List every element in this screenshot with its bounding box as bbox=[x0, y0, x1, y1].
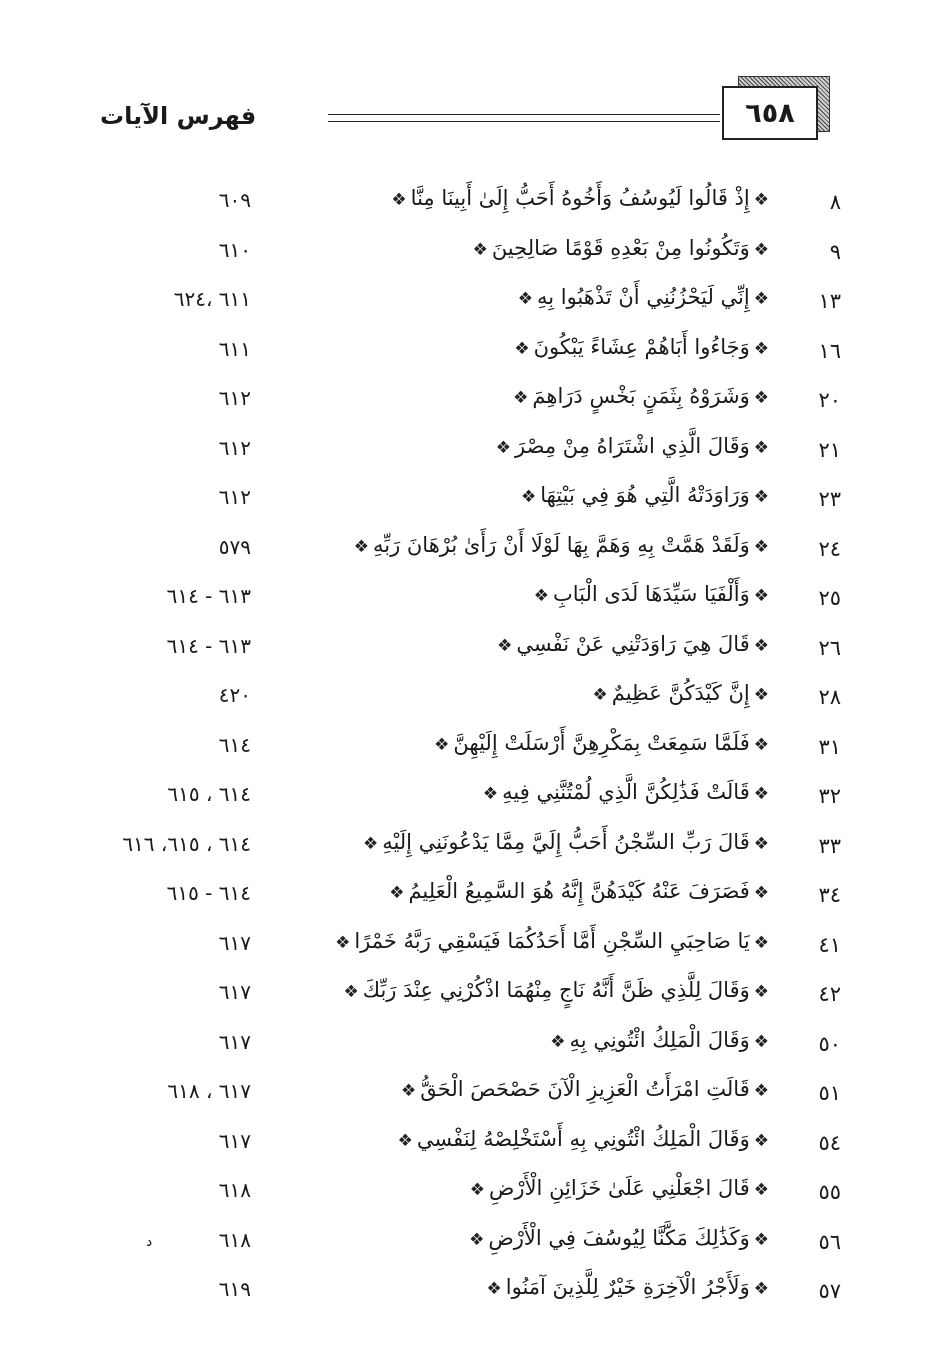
index-row bbox=[0, 1024, 951, 1074]
verse-number: ٢١ bbox=[818, 437, 841, 462]
ayah-words: إِنِّي لَيَحْزُنُنِي أَنْ تَذْهَبُوا بِهِ bbox=[536, 285, 750, 309]
ornate-bracket-open-icon: ❖ bbox=[753, 1081, 769, 1101]
header-rule bbox=[328, 114, 720, 122]
ayah-words: قَالَتِ امْرَأَتُ الْعَزِيزِ الْآنَ حَصْحَصَ الْحَقُّ bbox=[420, 1077, 750, 1101]
ayah-words: إِنَّ كَيْدَكُنَّ عَظِيمٌ bbox=[611, 681, 750, 705]
index-row bbox=[0, 430, 951, 480]
verse-number: ١٣ bbox=[818, 289, 841, 313]
ornate-bracket-open-icon: ❖ bbox=[753, 635, 769, 656]
ayah-text bbox=[588, 681, 773, 705]
ayah-text bbox=[479, 780, 773, 804]
ayah-words: وَكَذَٰلِكَ مَكَّنَّا لِيُوسُفَ فِي الْأَرْضِ bbox=[488, 1225, 750, 1250]
index-row bbox=[0, 578, 951, 628]
ornate-bracket-close-icon: ❖ bbox=[514, 338, 530, 359]
ayah-text bbox=[385, 879, 773, 903]
index-row bbox=[0, 529, 951, 579]
ornate-bracket-close-icon: ❖ bbox=[520, 487, 537, 507]
ayah-text bbox=[514, 285, 773, 309]
ornate-bracket-close-icon: ❖ bbox=[592, 685, 608, 705]
verse-number: ٥٧ bbox=[818, 1279, 841, 1303]
verse-number: ٥٥ bbox=[818, 1180, 841, 1204]
ayah-text bbox=[340, 978, 773, 1002]
index-row bbox=[0, 331, 951, 381]
ayah-words: فَلَمَّا سَمِعَتْ بِمَكْرِهِنَّ أَرْسَلَتْ إِلَيْهِنَّ bbox=[453, 730, 750, 755]
verse-number: ٢٣ bbox=[818, 487, 841, 511]
ornate-bracket-open-icon: ❖ bbox=[753, 883, 769, 903]
index-row bbox=[0, 479, 951, 529]
ayah-words: إِذْ قَالُوا لَيُوسُفُ وَأَخُوهُ أَحَبُّ إِلَىٰ أَبِينَا مِنَّا bbox=[410, 186, 750, 210]
ayah-text bbox=[350, 533, 773, 557]
ornate-bracket-close-icon: ❖ bbox=[482, 784, 499, 804]
ornate-bracket-close-icon: ❖ bbox=[389, 883, 405, 903]
ayah-words: وَقَالَ الْمَلِكُ ائْتُونِي بِهِ أَسْتَخْلِصْهُ لِنَفْسِي bbox=[416, 1126, 750, 1151]
ayah-words: وَرَاوَدَتْهُ الَّتِي هُوَ فِي بَيْتِهَا bbox=[540, 483, 750, 507]
page-references: ٦٠٩ bbox=[218, 188, 251, 212]
ayah-text bbox=[331, 929, 773, 953]
ornate-bracket-close-icon: ❖ bbox=[401, 1081, 417, 1101]
verse-number: ٥٠ bbox=[818, 1031, 841, 1056]
ornate-bracket-open-icon: ❖ bbox=[753, 734, 769, 755]
index-row bbox=[0, 380, 951, 430]
verse-number: ٣٣ bbox=[818, 833, 841, 858]
ayah-text bbox=[359, 830, 773, 854]
page-number: ٦٥٨ bbox=[722, 86, 818, 140]
page-references: ٦١٨ bbox=[218, 1227, 251, 1252]
ayah-words: قَالَ رَبِّ السِّجْنُ أَحَبُّ إِلَيَّ مِمَّا يَدْعُونَنِي إِلَيْهِ bbox=[382, 829, 750, 854]
page-references: ٦١١ ،٦٢٤ bbox=[173, 287, 251, 311]
ornate-bracket-close-icon: ❖ bbox=[469, 1180, 486, 1200]
ayah-text bbox=[517, 483, 773, 507]
verse-number: ٣٢ bbox=[818, 784, 841, 808]
ornate-bracket-open-icon: ❖ bbox=[753, 833, 769, 854]
ayah-text bbox=[469, 236, 773, 260]
ornate-bracket-close-icon: ❖ bbox=[469, 1229, 485, 1250]
page-references: ٤٢٠ bbox=[218, 683, 251, 707]
ornate-bracket-close-icon: ❖ bbox=[497, 635, 513, 656]
verse-number: ٨ bbox=[829, 190, 841, 214]
index-row bbox=[0, 1073, 951, 1123]
ayah-text bbox=[510, 335, 773, 359]
index-row bbox=[0, 875, 951, 925]
index-row bbox=[0, 281, 951, 331]
page-references: ٦١١ bbox=[218, 336, 251, 361]
index-row bbox=[0, 182, 951, 232]
page-references: ٦١٤ bbox=[218, 732, 251, 757]
ornate-bracket-close-icon: ❖ bbox=[343, 982, 359, 1002]
ornate-bracket-open-icon: ❖ bbox=[753, 388, 769, 408]
page-references: ٦١٢ bbox=[218, 435, 251, 460]
ornate-bracket-close-icon: ❖ bbox=[397, 1130, 413, 1151]
ayah-words: قَالَتْ فَذَٰلِكُنَّ الَّذِي لُمْتُنَّنِي فِيهِ bbox=[502, 780, 750, 804]
page-references: ٦١٩ bbox=[218, 1277, 251, 1301]
ornate-bracket-open-icon: ❖ bbox=[753, 982, 769, 1002]
ayah-words: وَقَالَ الَّذِي اشْتَرَاهُ مِنْ مِصْرَ bbox=[515, 433, 750, 458]
ayah-words: قَالَ هِيَ رَاوَدَتْنِي عَنْ نَفْسِي bbox=[516, 631, 750, 656]
page-references: ٦١٧ bbox=[218, 930, 251, 955]
ornate-bracket-open-icon: ❖ bbox=[753, 784, 769, 804]
verse-number: ٢٠ bbox=[818, 388, 841, 412]
ornate-bracket-close-icon: ❖ bbox=[486, 1279, 502, 1299]
ornate-bracket-open-icon: ❖ bbox=[753, 1130, 769, 1151]
page-references: ٦١٢ bbox=[218, 485, 251, 509]
verse-index-list bbox=[0, 182, 951, 1321]
ornate-bracket-open-icon: ❖ bbox=[753, 685, 769, 705]
verse-number: ٢٤ bbox=[818, 536, 841, 561]
ayah-words: وَلَأَجْرُ الْآخِرَةِ خَيْرٌ لِلَّذِينَ آمَنُوا bbox=[505, 1275, 750, 1299]
ayah-words: قَالَ اجْعَلْنِي عَلَىٰ خَزَائِنِ الْأَرْضِ bbox=[489, 1176, 750, 1200]
ornate-bracket-open-icon: ❖ bbox=[753, 1180, 769, 1200]
ayah-words: وَتَكُونُوا مِنْ بَعْدِهِ قَوْمًا صَالِحِينَ bbox=[491, 235, 750, 260]
index-row bbox=[0, 925, 951, 975]
index-row bbox=[0, 727, 951, 777]
index-row bbox=[0, 826, 951, 876]
page-references: ٦١٤ - ٦١٥ bbox=[166, 881, 251, 905]
ornate-bracket-close-icon: ❖ bbox=[472, 239, 488, 260]
ayah-words: وَجَاءُوا أَبَاهُمْ عِشَاءً يَبْكُونَ bbox=[533, 334, 750, 359]
ornate-bracket-open-icon: ❖ bbox=[753, 1279, 769, 1299]
ayah-text bbox=[387, 186, 773, 210]
ornate-bracket-close-icon: ❖ bbox=[335, 932, 351, 953]
ayah-text bbox=[397, 1077, 773, 1101]
ornate-bracket-close-icon: ❖ bbox=[495, 437, 512, 458]
verse-number: ٥١ bbox=[818, 1081, 841, 1105]
ornate-bracket-close-icon: ❖ bbox=[391, 190, 407, 210]
ornate-bracket-open-icon: ❖ bbox=[753, 190, 769, 210]
ayah-text bbox=[509, 384, 773, 408]
verse-number: ١٦ bbox=[818, 338, 841, 363]
ornate-bracket-close-icon: ❖ bbox=[362, 833, 379, 854]
ornate-bracket-close-icon: ❖ bbox=[550, 1031, 566, 1052]
page-references: ٦١٤ ، ٦١٥، ٦١٦ bbox=[122, 831, 251, 856]
ayah-text bbox=[483, 1275, 773, 1299]
page-references: ٦١٣ - ٦١٤ bbox=[166, 584, 251, 608]
verse-number: ٤٢ bbox=[818, 982, 841, 1006]
index-row bbox=[0, 974, 951, 1024]
ornate-bracket-close-icon: ❖ bbox=[353, 536, 369, 557]
index-row bbox=[0, 232, 951, 282]
ayah-words: وَقَالَ لِلَّذِي ظَنَّ أَنَّهُ نَاجٍ مِنْهُمَا اذْكُرْنِي عِنْدَ رَبِّكَ bbox=[362, 978, 750, 1002]
index-row bbox=[0, 776, 951, 826]
ornate-bracket-close-icon: ❖ bbox=[517, 289, 533, 309]
ayah-words: وَقَالَ الْمَلِكُ ائْتُونِي بِهِ bbox=[569, 1027, 750, 1052]
index-row bbox=[0, 1271, 951, 1321]
verse-number: ٣١ bbox=[818, 734, 841, 759]
ornate-bracket-close-icon: ❖ bbox=[513, 388, 529, 408]
margin-mark: د bbox=[146, 1233, 153, 1250]
ayah-words: وَأَلْفَيَا سَيِّدَهَا لَدَى الْبَابِ bbox=[552, 582, 750, 606]
ornate-bracket-open-icon: ❖ bbox=[753, 487, 769, 507]
ayah-words: يَا صَاحِبَيِ السِّجْنِ أَمَّا أَحَدُكُمَا فَيَسْقِي رَبَّهُ خَمْرًا bbox=[354, 928, 750, 953]
ayah-text bbox=[530, 582, 773, 606]
ornate-bracket-open-icon: ❖ bbox=[753, 437, 769, 458]
page-references: ٦١٤ ، ٦١٥ bbox=[167, 782, 251, 806]
page-references: ٦١٧ bbox=[218, 1029, 251, 1054]
index-row bbox=[0, 1222, 951, 1272]
ornate-bracket-open-icon: ❖ bbox=[753, 1229, 769, 1250]
ornate-bracket-open-icon: ❖ bbox=[753, 536, 769, 557]
ayah-text bbox=[465, 1226, 773, 1250]
verse-number: ٥٤ bbox=[818, 1130, 841, 1155]
ayah-text bbox=[493, 632, 773, 656]
ornate-bracket-open-icon: ❖ bbox=[753, 338, 769, 359]
page-references: ٦١٣ - ٦١٤ bbox=[166, 633, 251, 658]
index-row bbox=[0, 1172, 951, 1222]
ayah-words: وَشَرَوْهُ بِثَمَنٍ بَخْسٍ دَرَاهِمَ bbox=[532, 384, 750, 408]
verse-number: ٢٨ bbox=[818, 685, 841, 709]
verse-number: ٤١ bbox=[818, 932, 841, 957]
page-references: ٦١٧ ، ٦١٨ bbox=[167, 1079, 251, 1103]
page-header bbox=[0, 70, 951, 160]
ornate-bracket-close-icon: ❖ bbox=[533, 586, 549, 606]
page-references: ٥٧٩ bbox=[218, 534, 251, 559]
verse-number: ٢٦ bbox=[818, 635, 841, 660]
ornate-bracket-close-icon: ❖ bbox=[434, 734, 450, 755]
section-title: فهرس الآيات bbox=[100, 102, 257, 130]
ayah-text bbox=[394, 1127, 773, 1151]
ayah-text bbox=[430, 731, 773, 755]
page-references: ٦١٨ bbox=[218, 1178, 251, 1202]
index-row bbox=[0, 628, 951, 678]
ornate-bracket-open-icon: ❖ bbox=[753, 586, 769, 606]
ayah-text bbox=[492, 434, 773, 458]
verse-number: ٥٦ bbox=[818, 1229, 841, 1254]
ornate-bracket-open-icon: ❖ bbox=[753, 239, 769, 260]
ornate-bracket-open-icon: ❖ bbox=[753, 932, 769, 953]
verse-number: ٣٤ bbox=[818, 883, 841, 907]
ornate-bracket-open-icon: ❖ bbox=[753, 289, 769, 309]
page-references: ٦١٢ bbox=[218, 386, 251, 410]
index-row bbox=[0, 1123, 951, 1173]
page-references: ٦١٠ bbox=[218, 237, 251, 262]
index-row bbox=[0, 677, 951, 727]
ayah-words: فَصَرَفَ عَنْهُ كَيْدَهُنَّ إِنَّهُ هُوَ السَّمِيعُ الْعَلِيمُ bbox=[408, 879, 750, 903]
verse-number: ٩ bbox=[829, 239, 841, 264]
page-references: ٦١٧ bbox=[218, 980, 251, 1004]
ayah-text bbox=[466, 1176, 773, 1200]
page-references: ٦١٧ bbox=[218, 1128, 251, 1153]
ornate-bracket-open-icon: ❖ bbox=[753, 1031, 769, 1052]
verse-number: ٢٥ bbox=[818, 586, 841, 610]
ayah-text bbox=[546, 1028, 773, 1052]
ayah-words: وَلَقَدْ هَمَّتْ بِهِ وَهَمَّ بِهَا لَوْلَا أَنْ رَأَىٰ بُرْهَانَ رَبِّهِ bbox=[372, 532, 750, 557]
